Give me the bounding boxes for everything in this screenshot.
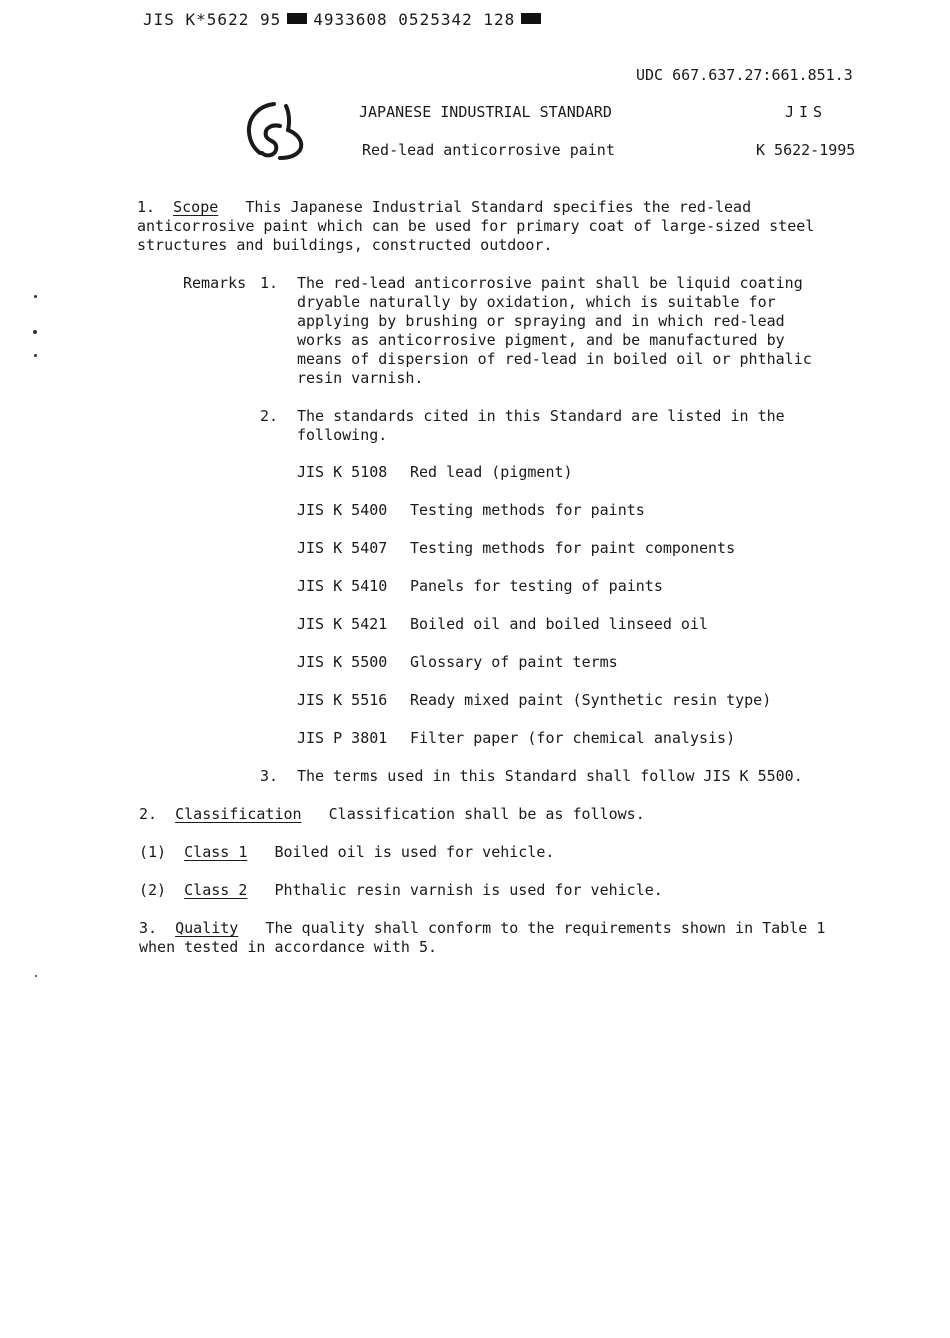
quality-number: 3. (139, 919, 158, 937)
cited-standard-title: Testing methods for paint components (410, 539, 736, 557)
standard-number: K 5622-1995 (756, 141, 856, 159)
class-number: (1) (139, 843, 167, 861)
jis-mark: JIS (785, 103, 828, 121)
scan-speck (35, 975, 37, 977)
standard-subject: Red-lead anticorrosive paint (362, 141, 615, 159)
cited-standard-code: JIS K 5500 (297, 653, 388, 671)
catalog-code (143, 10, 547, 29)
cited-standard-code: JIS P 3801 (297, 729, 388, 747)
quality-paragraph (139, 919, 859, 957)
cited-standard-code: JIS K 5410 (297, 577, 388, 595)
cited-standard-code: JIS K 5108 (297, 463, 388, 481)
catalog-block-mark (521, 13, 541, 24)
udc-number: UDC 667.637.27:661.851.3 (636, 66, 853, 84)
cited-standard-code: JIS K 5407 (297, 539, 388, 557)
catalog-block-mark (287, 13, 307, 24)
class-number: (2) (139, 881, 167, 899)
cited-standard-title: Testing methods for paints (410, 501, 645, 519)
scan-speck (33, 330, 37, 334)
cited-standard-title: Glossary of paint terms (410, 653, 618, 671)
scope-number: 1. (137, 198, 156, 216)
classification-text: Classification shall be as follows. (328, 805, 645, 823)
cited-standard-code: JIS K 5516 (297, 691, 388, 709)
remark-number: 3. (260, 767, 279, 785)
cited-standard-code: JIS K 5400 (297, 501, 388, 519)
cited-standard-code: JIS K 5421 (297, 615, 388, 633)
scope-heading: Scope (173, 198, 219, 216)
quality-text: The quality shall conform to the requirements shown in Table 1 when tested in accordance with 5. (139, 919, 826, 956)
quality-heading: Quality (175, 919, 239, 937)
remark-text: The red-lead anticorrosive paint shall be liquid coating dryable naturally by oxidation, which is suitable for applying by brushing or spraying and in which red-lead works as anticorrosive pigment, and be manufactured by means of dispersion of red-lead in boiled oil or phthalic resin varnish. (297, 274, 812, 387)
scope-text: This Japanese Industrial Standard specifies the red-lead anticorrosive paint which can be used for primary coat of large-sized steel structures and buildings, constructed outdoor. (137, 198, 815, 254)
jis-logo-icon (244, 100, 308, 164)
remark-text: The standards cited in this Standard are listed in the following. (297, 407, 785, 444)
catalog-code-part2: 4933608 0525342 128 (313, 10, 516, 29)
classification-paragraph (139, 805, 859, 824)
cited-standard-title: Panels for testing of paints (410, 577, 663, 595)
catalog-code-part1: JIS K*5622 95 (143, 10, 282, 29)
cited-standard-title: Boiled oil and boiled linseed oil (410, 615, 709, 633)
remark-number: 2. (260, 407, 279, 425)
class-name: Class 2 (184, 881, 248, 899)
cited-standard-title: Ready mixed paint (Synthetic resin type) (410, 691, 772, 709)
standard-type-heading: JAPANESE INDUSTRIAL STANDARD (359, 103, 612, 121)
classification-number: 2. (139, 805, 158, 823)
remark-text: The terms used in this Standard shall follow JIS K 5500. (297, 767, 803, 785)
cited-standard-title: Red lead (pigment) (410, 463, 573, 481)
cited-standard-title: Filter paper (for chemical analysis) (410, 729, 736, 747)
remark-number: 1. (260, 274, 279, 292)
class-item (139, 881, 859, 900)
scan-speck (34, 295, 37, 298)
class-item (139, 843, 859, 862)
class-text: Phthalic resin varnish is used for vehicle. (274, 881, 663, 899)
class-text: Boiled oil is used for vehicle. (274, 843, 555, 861)
scan-speck (34, 354, 37, 357)
classification-heading: Classification (175, 805, 302, 823)
remarks-label: Remarks (183, 274, 247, 292)
scope-paragraph (137, 198, 857, 255)
class-name: Class 1 (184, 843, 248, 861)
